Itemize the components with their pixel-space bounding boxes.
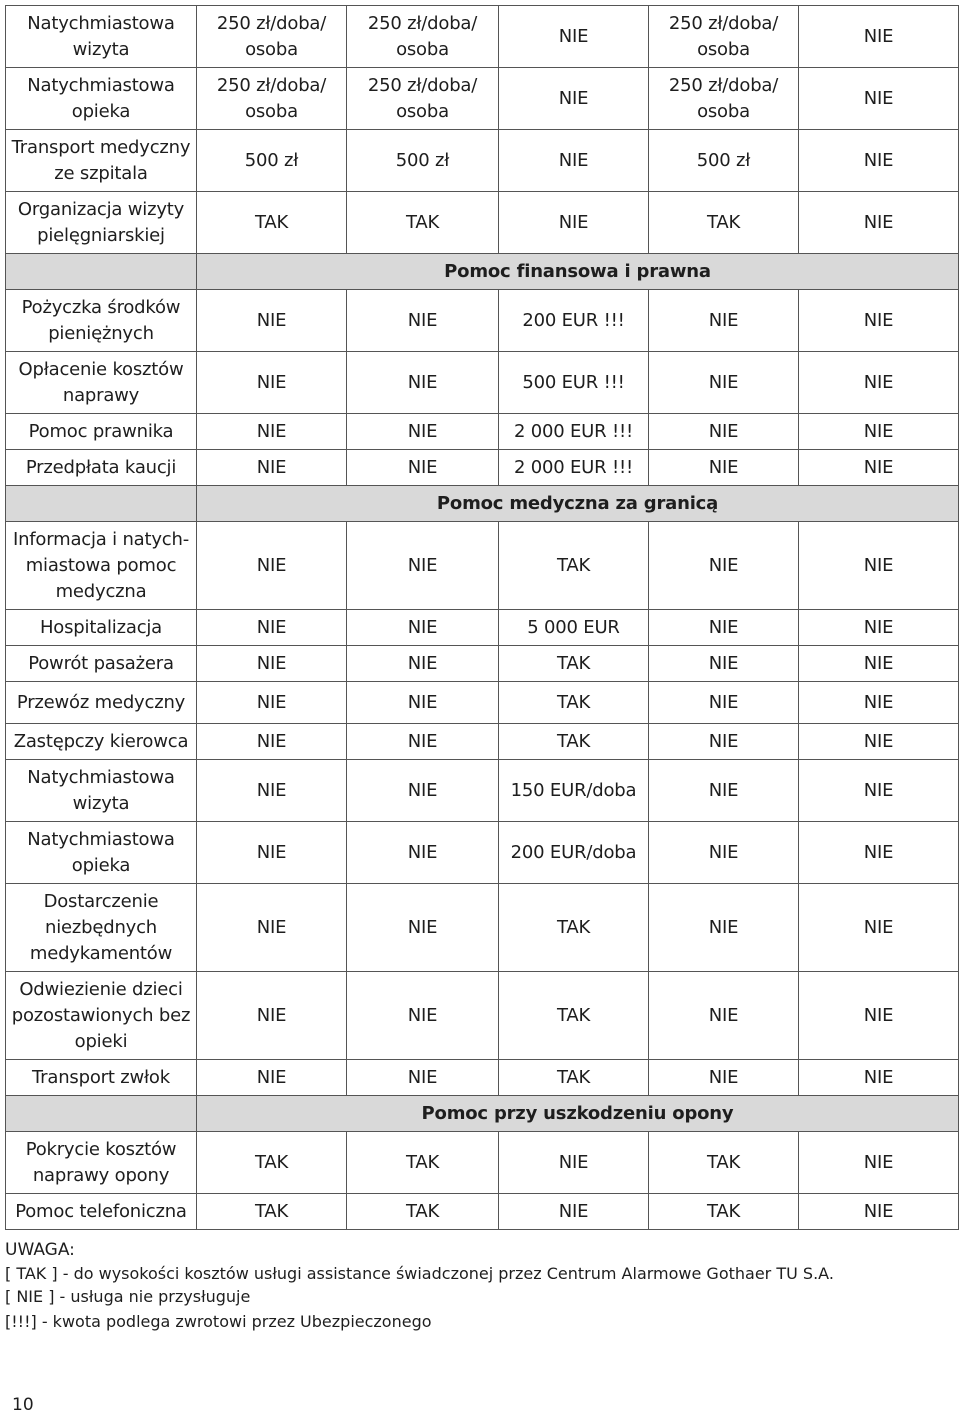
notes-title: UWAGA: [5,1240,75,1260]
section-heading: Pomoc medyczna za granicą [197,486,959,522]
table-cell: NIE [799,414,959,450]
table-cell: NIE [197,972,347,1060]
table-row [6,414,959,450]
table-cell: NIE [197,884,347,972]
note-item: [!!!] - kwota podlega zwrotowi przez Ubezpieczonego [5,1312,432,1331]
table-cell: NIE [649,724,799,760]
table-cell: TAK [197,1194,347,1230]
table-cell: NIE [347,972,499,1060]
table-cell: NIE [499,1194,649,1230]
row-label: Przedpłata kaucji [6,450,197,486]
section-header-row [6,486,959,522]
table-cell: NIE [799,352,959,414]
section-header-row [6,1096,959,1132]
row-label: Pomoc telefoniczna [6,1194,197,1230]
table-cell: 500 EUR !!! [499,352,649,414]
table-row [6,1060,959,1096]
table-cell: NIE [347,352,499,414]
table-cell: 250 zł/doba/ osoba [347,6,499,68]
table-cell: NIE [197,414,347,450]
table-cell: 250 zł/doba/ osoba [649,68,799,130]
table-cell: NIE [799,522,959,610]
table-cell: NIE [649,352,799,414]
table-cell: NIE [197,724,347,760]
row-label: Natychmiastowa wizyta [6,6,197,68]
table-cell: NIE [197,646,347,682]
table-cell: 200 EUR !!! [499,290,649,352]
table-cell: NIE [197,522,347,610]
table-cell: NIE [799,450,959,486]
table-cell: NIE [649,822,799,884]
row-label: Transport medyczny ze szpitala [6,130,197,192]
section-heading: Pomoc finansowa i prawna [197,254,959,290]
table-cell: NIE [197,610,347,646]
table-row [6,884,959,972]
row-label: Informacja i natych- miastowa pomoc medyczna [6,522,197,610]
table-cell: TAK [499,682,649,724]
table-cell: NIE [197,290,347,352]
table-cell: NIE [347,760,499,822]
table-cell: NIE [347,414,499,450]
table-cell: NIE [347,682,499,724]
table-cell: NIE [799,682,959,724]
row-label: Pokrycie kosztów naprawy opony [6,1132,197,1194]
table-cell: NIE [799,884,959,972]
table-row [6,646,959,682]
page-number: 10 [12,1395,34,1415]
table-cell: 250 zł/doba/ osoba [649,6,799,68]
table-cell: NIE [197,760,347,822]
row-label: Opłacenie kosztów naprawy [6,352,197,414]
table-row [6,352,959,414]
table-cell: NIE [799,646,959,682]
table-cell: NIE [649,414,799,450]
table-cell: NIE [347,450,499,486]
table-cell: TAK [499,1060,649,1096]
table-cell: NIE [649,682,799,724]
table-cell: TAK [499,522,649,610]
table-cell: NIE [799,290,959,352]
table-cell: NIE [799,1060,959,1096]
table-row [6,1132,959,1194]
table-row [6,682,959,724]
table-row [6,6,959,68]
table-cell: NIE [649,646,799,682]
table-cell: NIE [649,884,799,972]
table-cell: 250 zł/doba/ osoba [347,68,499,130]
section-header-blank [6,486,197,522]
note-item: [ NIE ] - usługa nie przysługuje [5,1287,251,1306]
table-row [6,610,959,646]
table-cell: TAK [347,1194,499,1230]
table-cell: NIE [347,884,499,972]
table-cell: TAK [499,972,649,1060]
table-cell: NIE [347,290,499,352]
table-cell: 500 zł [649,130,799,192]
row-label: Pożyczka środków pieniężnych [6,290,197,352]
section-header-row [6,254,959,290]
table-cell: NIE [799,610,959,646]
table-cell: NIE [649,610,799,646]
table-cell: NIE [197,352,347,414]
table-cell: NIE [799,760,959,822]
table-row [6,760,959,822]
table-cell: NIE [197,682,347,724]
table-cell: NIE [649,972,799,1060]
table-cell: TAK [499,646,649,682]
table-row [6,450,959,486]
table-cell: NIE [347,724,499,760]
table-cell: 500 zł [347,130,499,192]
table-cell: 500 zł [197,130,347,192]
row-label: Dostarczenie niezbędnych medykamentów [6,884,197,972]
table-cell: TAK [347,192,499,254]
table-cell: NIE [799,1194,959,1230]
table-cell: NIE [649,522,799,610]
table-cell: TAK [499,724,649,760]
section-header-blank [6,254,197,290]
row-label: Zastępczy kierowca [6,724,197,760]
table-cell: NIE [649,1060,799,1096]
table-cell: NIE [649,290,799,352]
table-cell: NIE [799,1132,959,1194]
table-cell: TAK [649,1132,799,1194]
row-label: Natychmiastowa wizyta [6,760,197,822]
section-heading: Pomoc przy uszkodzeniu opony [197,1096,959,1132]
coverage-table [5,5,959,1230]
table-cell: TAK [649,1194,799,1230]
row-label: Przewóz medyczny [6,682,197,724]
table-cell: NIE [197,1060,347,1096]
table-cell: NIE [347,646,499,682]
section-header-blank [6,1096,197,1132]
table-cell: 200 EUR/doba [499,822,649,884]
table-cell: NIE [499,68,649,130]
row-label: Powrót pasażera [6,646,197,682]
table-cell: NIE [499,192,649,254]
row-label: Organizacja wizyty pielęgniarskiej [6,192,197,254]
table-cell: TAK [197,1132,347,1194]
table-cell: 250 zł/doba/ osoba [197,6,347,68]
table-cell: NIE [799,822,959,884]
table-row [6,972,959,1060]
table-cell: 5 000 EUR [499,610,649,646]
table-cell: NIE [799,724,959,760]
table-cell: NIE [499,6,649,68]
table-row [6,68,959,130]
table-row [6,192,959,254]
note-item: [ TAK ] - do wysokości kosztów usługi assistance świadczonej przez Centrum Alarmowe Gothaer TU S.A. [5,1264,834,1283]
table-cell: TAK [347,1132,499,1194]
table-cell: NIE [799,6,959,68]
row-label: Odwiezienie dzieci pozostawionych bez opieki [6,972,197,1060]
table-row [6,724,959,760]
table-cell: NIE [499,1132,649,1194]
table-cell: TAK [197,192,347,254]
table-cell: NIE [347,1060,499,1096]
table-row [6,290,959,352]
table-cell: TAK [499,884,649,972]
table-cell: 150 EUR/doba [499,760,649,822]
row-label: Hospitalizacja [6,610,197,646]
table-cell: NIE [347,610,499,646]
row-label: Natychmiastowa opieka [6,822,197,884]
table-row [6,522,959,610]
table-cell: 2 000 EUR !!! [499,450,649,486]
table-cell: NIE [197,450,347,486]
table-cell: NIE [347,522,499,610]
table-row [6,1194,959,1230]
row-label: Transport zwłok [6,1060,197,1096]
table-cell: TAK [649,192,799,254]
table-cell: NIE [649,760,799,822]
row-label: Natychmiastowa opieka [6,68,197,130]
table-cell: NIE [799,972,959,1060]
table-cell: NIE [649,450,799,486]
row-label: Pomoc prawnika [6,414,197,450]
table-row [6,822,959,884]
table-cell: NIE [347,822,499,884]
table-row [6,130,959,192]
table-cell: NIE [197,822,347,884]
table-cell: 2 000 EUR !!! [499,414,649,450]
table-cell: 250 zł/doba/ osoba [197,68,347,130]
table-cell: NIE [799,68,959,130]
table-cell: NIE [799,192,959,254]
table-cell: NIE [799,130,959,192]
table-cell: NIE [499,130,649,192]
